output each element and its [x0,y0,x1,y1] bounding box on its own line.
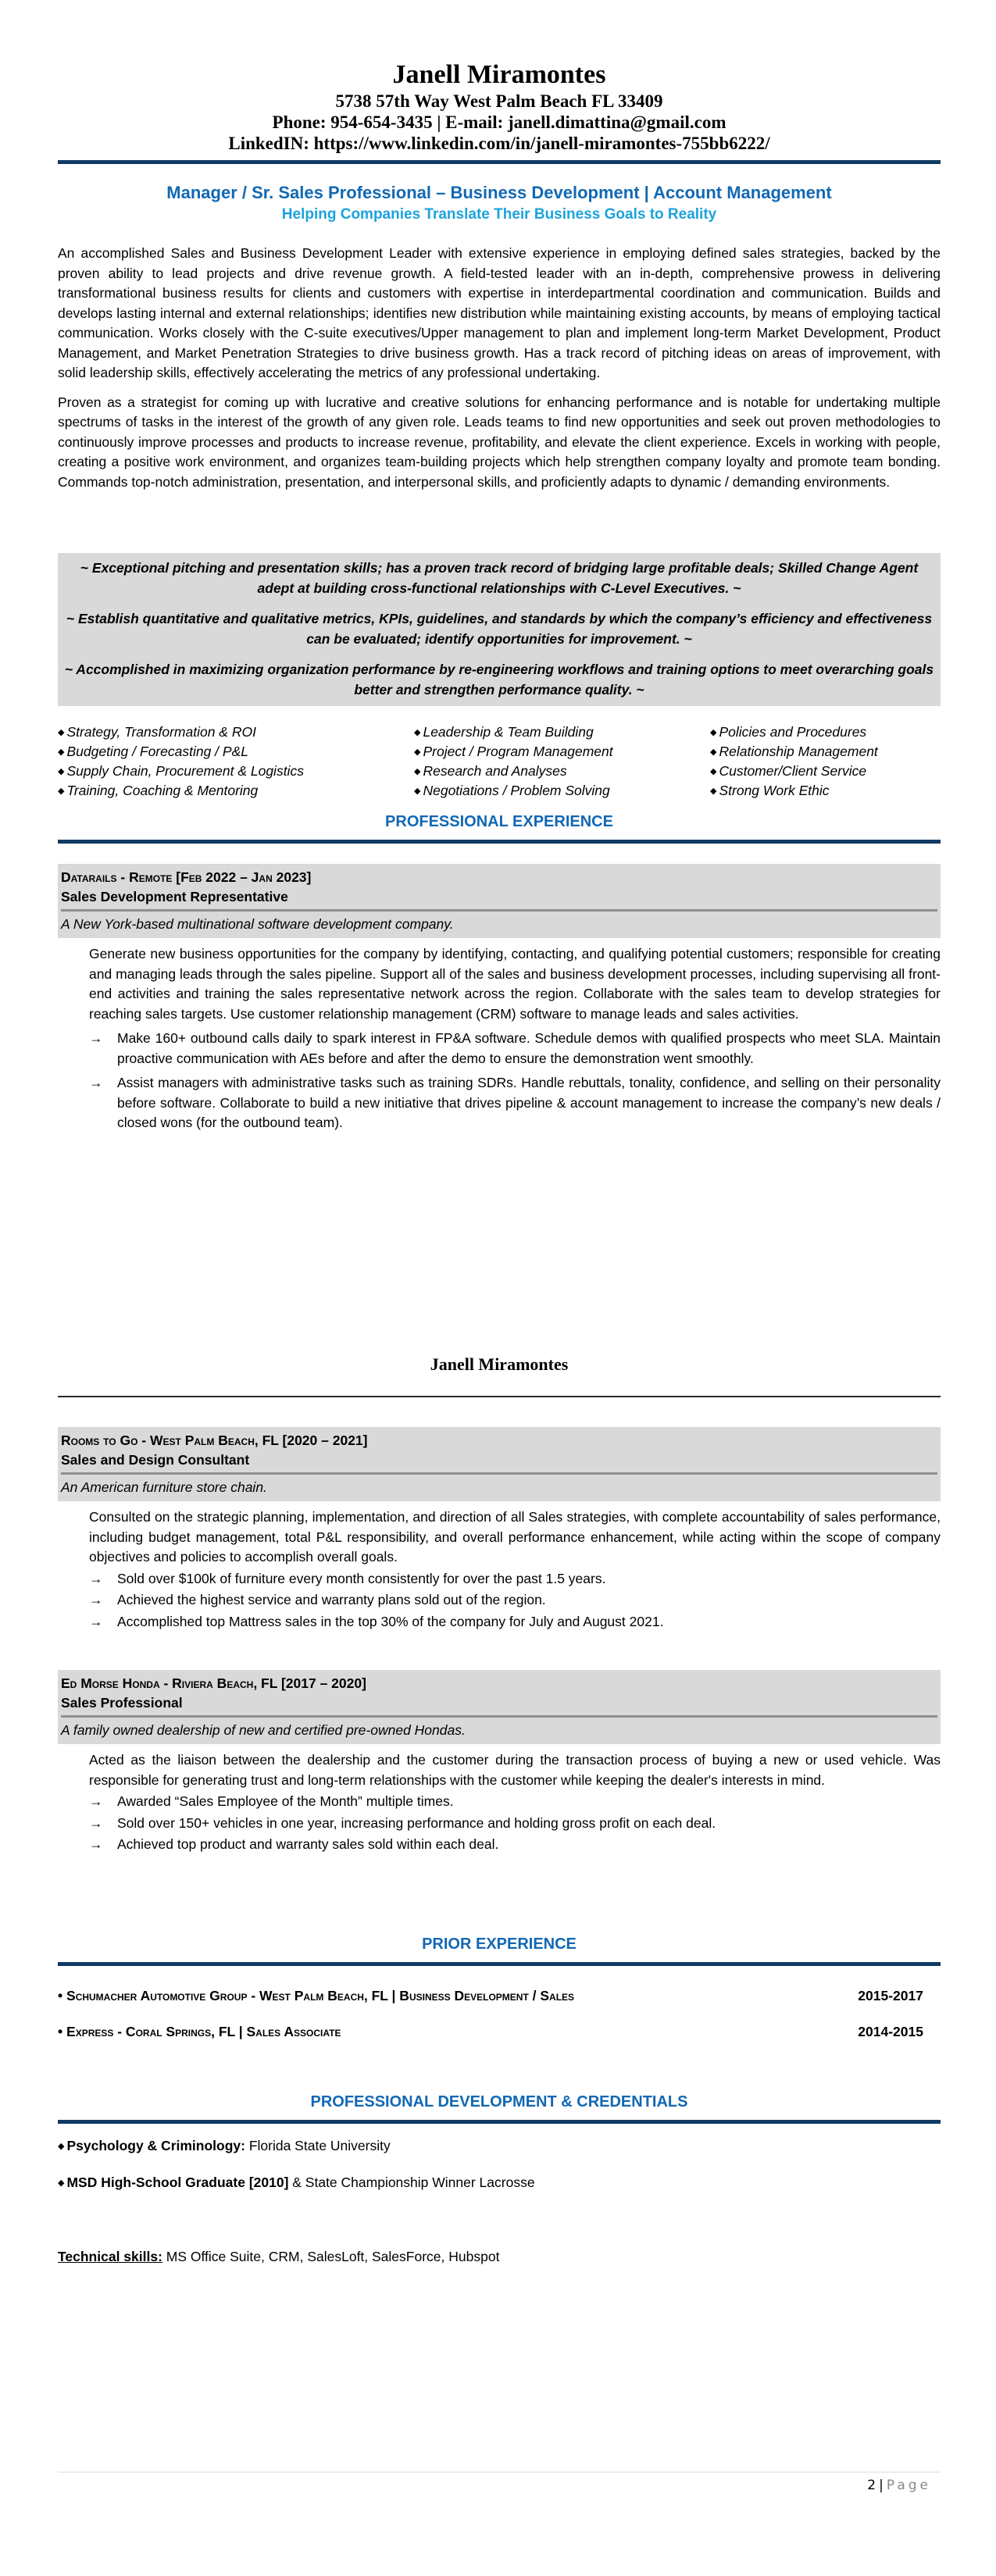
bullet-icon: • [58,1988,63,2003]
company-description: A family owned dealership of new and certified pre-owned Hondas. [58,1718,941,1744]
page-header [58,1354,941,1397]
prior-experience-list [58,1986,941,2041]
section-title: PROFESSIONAL DEVELOPMENT & CREDENTIALS [310,2093,688,2110]
achievement-list [58,1569,941,1632]
phone-email: Phone: 954-654-3435 | E-mail: janell.dimattina@gmail.com [272,112,726,132]
job-header [58,1427,941,1475]
company-description: A New York-based multinational software development company. [58,912,941,938]
highlight-statement: ~ Exceptional pitching and presentation skills; has a proven track record of bridging large profitable deals; Skilled Change Agent adept at building cross-functional relationships with C-Level Executives. ~ [80,560,919,596]
job-entry [58,1427,941,1633]
prior-job-years: 2015-2017 [858,1988,923,2003]
competency-item: ◆ Strong Work Ethic [710,783,830,798]
job-header [58,1670,941,1718]
summary-section [58,244,941,492]
arrow-right-icon: → [89,1613,103,1629]
competency-column [710,722,937,801]
credentials-heading [58,2092,941,2124]
diamond-bullet-icon: ◆ [414,728,421,737]
technical-skills-label: Technical skills: [58,2249,162,2264]
page-header-divider [58,1396,941,1397]
competency-item: ◆ Research and Analyses [414,763,567,779]
footer-divider [58,2471,941,2473]
section-divider [58,2120,941,2124]
competency-item: ◆ Policies and Procedures [710,724,867,740]
achievement-item: → Assist managers with administrative tasks such as training SDRs. Handle rebuttals, tonality, confidence, and selling on their personality before software. Collaborate to build a new initiative that drives pipeline & account management to increase the company’s new deals / closed wons (for the outbound team). [89,1075,941,1130]
linkedin-link[interactable]: LinkedIN: https://www.linkedin.com/in/janell-miramontes-755bb6222/ [228,134,770,153]
competency-column [414,722,710,801]
diamond-bullet-icon: ◆ [58,767,65,776]
job-role: Sales Professional [61,1695,183,1711]
competency-item: ◆ Budgeting / Forecasting / P&L [58,744,248,759]
professional-title: Manager / Sr. Sales Professional – Business Development | Account Management [166,183,832,202]
diamond-bullet-icon: ◆ [58,2142,65,2151]
competency-item: ◆ Supply Chain, Procurement & Logistics [58,763,304,779]
section-title: PRIOR EXPERIENCE [422,1936,577,1953]
credential-item [58,2136,941,2156]
competency-column [58,722,414,801]
headline [58,181,941,225]
company-description: An American furniture store chain. [58,1475,941,1501]
competency-item: ◆ Strategy, Transformation & ROI [58,724,256,740]
achievement-item: → Awarded “Sales Employee of the Month” multiple times. [89,1792,941,1812]
job-role: Sales and Design Consultant [61,1452,250,1468]
resume-header [58,59,941,164]
competency-item: ◆ Customer/Client Service [710,763,867,779]
job-summary: Acted as the liaison between the dealership and the customer during the transaction process of buying a new or used vehicle. Was responsible for generating trust and long-term relationships with the customer while keeping the dealer's interests in mind. [89,1752,941,1788]
diamond-bullet-icon: ◆ [710,787,717,796]
competency-item: ◆ Training, Coaching & Mentoring [58,783,259,798]
diamond-bullet-icon: ◆ [414,767,421,776]
job-entry [58,864,941,1138]
credential-detail: & State Championship Winner Lacrosse [288,2175,535,2190]
highlight-statement: ~ Establish quantitative and qualitative metrics, KPIs, guidelines, and standards by which the company’s efficiency and effectiveness can be evaluated; identify opportunities for improvement. ~ [66,611,933,647]
professional-tagline: Helping Companies Translate Their Business Goals to Reality [281,206,717,223]
competency-item: ◆ Project / Program Management [414,744,613,759]
technical-skills [58,2247,941,2266]
summary-paragraph: An accomplished Sales and Business Development Leader with extensive experience in employing defined sales strategies, backed by the proven ability to lead projects and drive revenue growth. A field-tested leader with an in-depth, comprehensive prowess in delivering transformational business results for clients and customers with expertise in interdepartmental coordination and communication. Builds and develops lasting internal and external relationships; identifies new distribution while maintaining existing accounts, by means of employing tactical communication. Works closely with the C-suite executives/Upper management to plan and implement long-term Market Development, Product Management, and Market Penetration Strategies to drive business growth. Has a track record of pitching ideas on areas of improvement, with solid leadership skills, effectively accelerating the metrics of any professional undertaking. [58,245,941,380]
achievement-list [58,1792,941,1855]
prior-job-title: Express - Coral Springs, FL | Sales Associate [66,2024,341,2039]
arrow-right-icon: → [89,1814,103,1831]
diamond-bullet-icon: ◆ [58,747,65,757]
credential-name: Psychology & Criminology: [66,2138,245,2153]
header-divider [58,160,941,164]
job-header [58,864,941,912]
job-summary: Generate new business opportunities for the company by identifying, contacting, and qualifying potential customers; responsible for creating and managing leads through the sales pipeline. Support all of the sales and business development processes, including supervising all front-end activities and training the sales representative network across the region. Collaborate with the sales team to develop strategies for reaching sales targets. Use customer relationship management (CRM) software to manage leads and sales activities. [89,946,941,1022]
credential-name: MSD High-School Graduate [2010] [66,2175,289,2190]
achievement-list [58,1029,941,1133]
arrow-right-icon: → [89,1030,103,1046]
diamond-bullet-icon: ◆ [58,2178,65,2188]
prior-experience-heading [58,1934,941,1966]
achievement-item: → Accomplished top Mattress sales in the top 30% of the company for July and August 2021. [89,1612,941,1632]
diamond-bullet-icon: ◆ [710,747,717,757]
arrow-right-icon: → [89,1836,103,1852]
company-line: Datarails - Remote [Feb 2022 – Jan 2023] [61,869,312,885]
technical-skills-value: MS Office Suite, CRM, SalesLoft, SalesForce, Hubspot [162,2249,500,2264]
credential-item [58,2173,941,2192]
achievement-item: → Achieved top product and warranty sales sold within each deal. [89,1835,941,1855]
diamond-bullet-icon: ◆ [710,767,717,776]
page-footer [58,2471,941,2493]
prior-job [58,1986,941,2005]
section-divider [58,1962,941,1966]
achievement-item: → Make 160+ outbound calls daily to spark interest in FP&A software. Schedule demos with qualified prospects who meet SLA. Maintain proactive communication with AEs before and after the demo to ensure the demonstration went smoothly. [89,1030,941,1066]
highlight-statement: ~ Accomplished in maximizing organization performance by re-engineering workflows and training options to meet overarching goals better and strengthen performance quality. ~ [64,662,934,698]
job-role: Sales Development Representative [61,889,288,904]
company-line: Ed Morse Honda - Riviera Beach, FL [2017 – 2020] [61,1675,366,1691]
address: 5738 57th Way West Palm Beach FL 33409 [335,91,663,111]
achievement-item: → Sold over $100k of furniture every month consistently for over the past 1.5 years. [89,1569,941,1589]
diamond-bullet-icon: ◆ [58,787,65,796]
section-title: PROFESSIONAL EXPERIENCE [385,813,613,830]
arrow-right-icon: → [89,1570,103,1586]
achievement-item: → Sold over 150+ vehicles in one year, increasing performance and holding gross profit on each deal. [89,1814,941,1834]
professional-experience-heading [58,812,941,844]
prior-job-title: Schumacher Automotive Group - West Palm Beach, FL | Business Development / Sales [66,1988,575,2003]
job-entry [58,1670,941,1857]
achievement-item: → Achieved the highest service and warranty plans sold out of the region. [89,1590,941,1611]
job-summary: Consulted on the strategic planning, implementation, and direction of all Sales strategies, with complete accountability of sales performance, including budget management, total P&L responsibility, and overall performance enhancement, while acting within the scope of company objectives and policies to accomplish overall goals. [89,1509,941,1565]
section-divider [58,840,941,844]
bullet-icon: • [58,2024,63,2039]
core-competencies [58,722,941,801]
competency-item: ◆ Relationship Management [710,744,878,759]
prior-job [58,2022,941,2041]
highlights-box [58,553,941,706]
company-line: Rooms to Go - West Palm Beach, FL [2020 – 2021] [61,1432,368,1448]
arrow-right-icon: → [89,1592,103,1607]
diamond-bullet-icon: ◆ [414,747,421,757]
credential-detail: Florida State University [245,2138,391,2153]
arrow-right-icon: → [89,1793,103,1809]
arrow-right-icon: → [89,1075,103,1090]
competency-item: ◆ Negotiations / Problem Solving [414,783,610,798]
diamond-bullet-icon: ◆ [710,728,717,737]
candidate-name: Janell Miramontes [392,60,606,89]
diamond-bullet-icon: ◆ [58,728,65,737]
prior-job-years: 2014-2015 [858,2024,923,2039]
candidate-name: Janell Miramontes [430,1354,569,1374]
diamond-bullet-icon: ◆ [414,787,421,796]
summary-paragraph: Proven as a strategist for coming up with lucrative and creative solutions for enhancing performance and is notable for undertaking multiple spectrums of tasks in the interest of the growth of any given role. Leads teams to find new opportunities and seek out proven methodologies to continuously improve processes and products to increase revenue, profitability, and elevate the client experience. Excels in working with people, creating a positive work environment, and organizes team-building projects which help strengthen company loyalty and promote team bonding. Commands top-notch administration, presentation, and interpersonal skills, and proficiently adapts to dynamic / demanding environments. [58,394,941,490]
credentials-list [58,2136,941,2192]
page-number: 2 | Page [867,2478,931,2493]
competency-item: ◆ Leadership & Team Building [414,724,594,740]
